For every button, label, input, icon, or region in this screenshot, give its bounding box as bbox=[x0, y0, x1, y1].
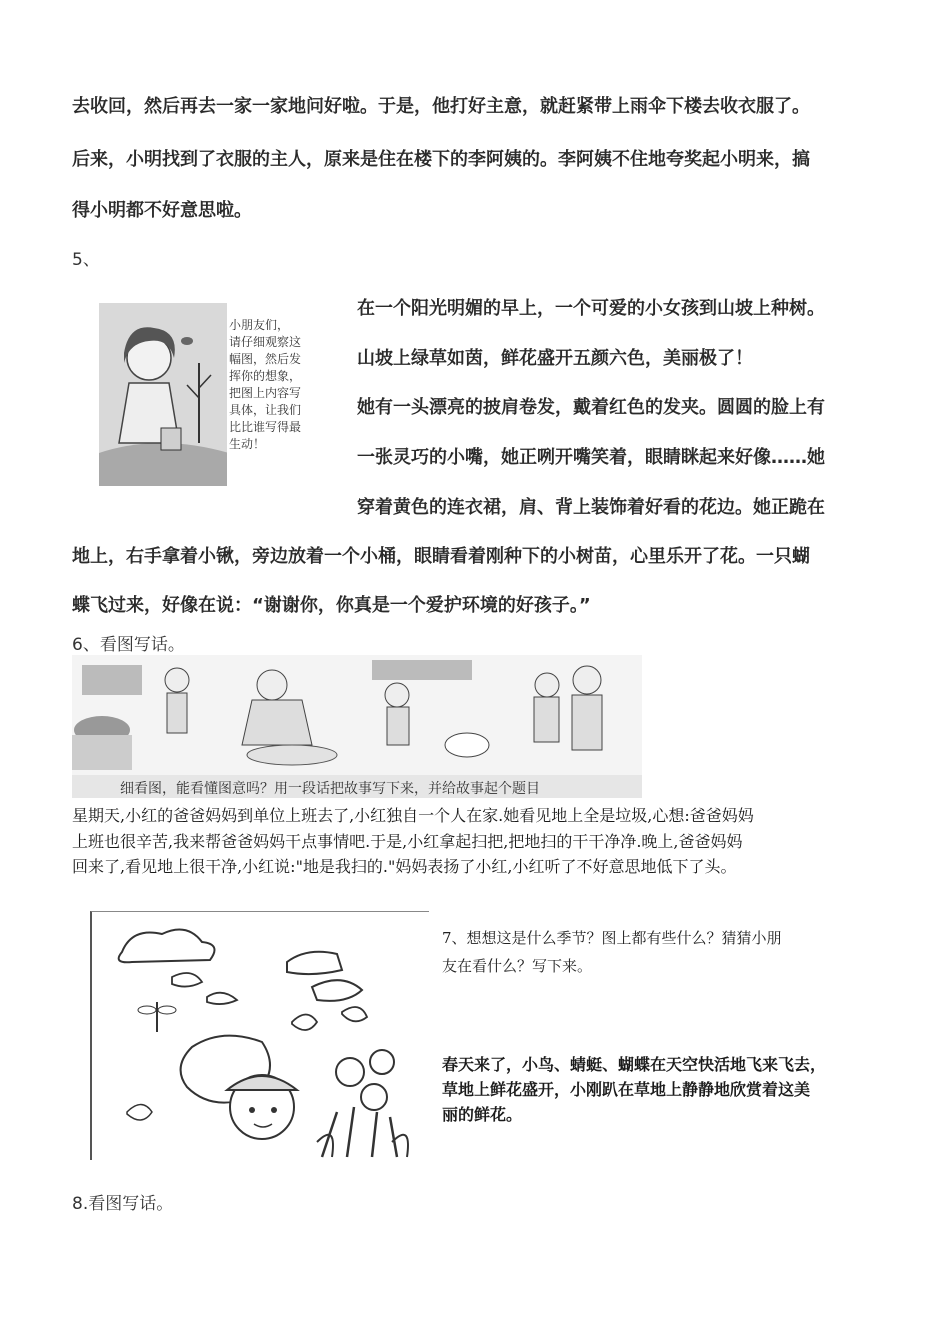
paragraph-line: 后来，小明找到了衣服的主人，原来是住在楼下的李阿姨的。李阿姨不住地夸奖起小明来，搞 bbox=[72, 149, 810, 170]
comic-caption: 细看图，能看懂图意吗？用一段话把故事写下来，并给故事起个题目 bbox=[120, 781, 540, 797]
caption-line: 比比谁写得最 bbox=[229, 420, 302, 434]
paragraph-line: 地上，右手拿着小锹，旁边放着一个小桶，眼睛看着刚种下的小树苗，心里乐开了花。一只蝴 bbox=[72, 546, 810, 567]
section-title: 8.看图写话。 bbox=[72, 1194, 174, 1214]
caption-line: 具体，让我们 bbox=[229, 403, 302, 417]
section-title: 6、看图写话。 bbox=[72, 635, 185, 655]
paragraph-line: 在一个阳光明媚的早上，一个可爱的小女孩到山坡上种树。 bbox=[357, 298, 825, 319]
spring-scene-drawing bbox=[92, 912, 427, 1159]
answer-line: 春天来了，小鸟、蜻蜓、蝴蝶在天空快活地飞来飞去， bbox=[442, 1055, 827, 1074]
spring-scene-illustration bbox=[90, 911, 429, 1160]
answer-line: 草地上鲜花盛开，小刚趴在草地上静静地欣赏着这美 bbox=[442, 1080, 811, 1099]
question-line: 友在看什么？写下来。 bbox=[442, 957, 593, 975]
caption-line: 幅图，然后发 bbox=[229, 352, 302, 366]
paragraph-line: 上班也很辛苦,我来帮爸爸妈妈干点事情吧.于是,小红拿起扫把,把地扫的干干净净.晚上,爸爸妈妈 bbox=[72, 832, 743, 851]
paragraph-line: 得小明都不好意思啦。 bbox=[72, 200, 252, 221]
paragraph-line: 回来了,看见地上很干净,小红说:"地是我扫的."妈妈表扬了小红,小红听了不好意思地低下了头。 bbox=[72, 857, 737, 876]
paragraph-line: 星期天,小红的爸爸妈妈到单位上班去了,小红独自一个人在家.她看见地上全是垃圾,心想:爸爸妈妈 bbox=[72, 806, 754, 825]
girl-planting-illustration bbox=[99, 303, 340, 486]
comic-strip-illustration bbox=[72, 655, 642, 798]
paragraph-line: 穿着黄色的连衣裙，肩、背上装饰着好看的花边。她正跪在 bbox=[357, 497, 825, 518]
caption-line: 请仔细观察这 bbox=[229, 335, 302, 349]
section-number: 5、 bbox=[72, 250, 100, 270]
caption-line: 挥你的想象， bbox=[229, 369, 302, 383]
caption-line: 把图上内容写 bbox=[229, 386, 302, 400]
paragraph-line: 她有一头漂亮的披肩卷发，戴着红色的发夹。圆圆的脸上有 bbox=[357, 397, 825, 418]
caption-line: 生动！ bbox=[229, 437, 266, 451]
comic-strip-drawing bbox=[72, 655, 642, 798]
question-line: 7、想想这是什么季节？图上都有些什么？猜猜小朋 bbox=[442, 929, 782, 947]
paragraph-line: 蝶飞过来，好像在说：“谢谢你，你真是一个爱护环境的好孩子。” bbox=[72, 595, 591, 616]
caption-line: 小朋友们， bbox=[229, 318, 290, 332]
paragraph-line: 去收回，然后再去一家一家地问好啦。于是，他打好主意，就赶紧带上雨伞下楼去收衣服了。 bbox=[72, 96, 810, 117]
paragraph-line: 山坡上绿草如茵，鲜花盛开五颜六色，美丽极了！ bbox=[357, 348, 753, 369]
paragraph-line: 一张灵巧的小嘴，她正咧开嘴笑着，眼睛眯起来好像……她 bbox=[357, 447, 825, 468]
answer-line: 丽的鲜花。 bbox=[442, 1105, 523, 1124]
